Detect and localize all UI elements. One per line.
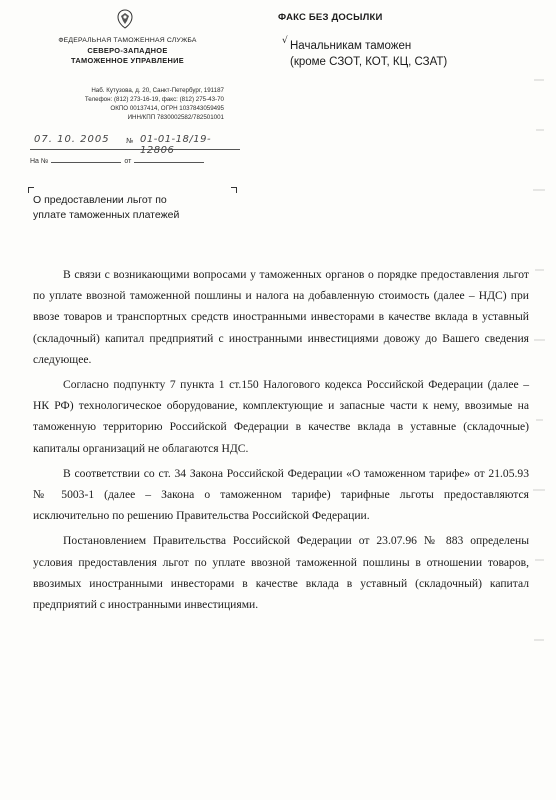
number-label: № — [126, 137, 134, 145]
ref-number-blank — [51, 162, 121, 163]
outgoing-date-number-line — [30, 134, 240, 156]
letter-body — [33, 264, 529, 619]
ref-from-label: от — [124, 158, 132, 165]
address-block — [44, 86, 224, 122]
subject-line: уплате таможенных платежей — [33, 209, 180, 221]
addressee-line: Начальникам таможен — [290, 40, 412, 52]
body-paragraph: В связи с возникающими вопросами у таможенных органов о порядке предоставления льгот по уплате ввозной таможенной пошлины и налога на добавленную стоимость (далее – НДС) при ввозе товаров и транспортных средств иностранными инвесторами в качестве вклада в уставный (складочный) капитал предприятий с иностранными инвестициями довожу до Вашего сведения следующее. — [33, 268, 529, 366]
organization-block — [40, 36, 215, 66]
ref-date-blank — [134, 162, 204, 163]
state-emblem-icon — [114, 8, 136, 30]
addressee-block — [290, 38, 530, 70]
fax-note: ФАКС БЕЗ ДОСЫЛКИ — [278, 12, 383, 23]
body-paragraph: В соответствии со ст. 34 Закона Российской Федерации «О таможенном тарифе» от 21.05.93 № 5003-1 (далее – Закона о таможенном тарифе) тарифные льготы предоставляются исключительно по решению Правительства Российской Федерации. — [33, 466, 529, 523]
subject-block — [33, 193, 243, 223]
subject-line: О предоставлении льгот по — [33, 194, 167, 206]
fax-noise-decoration — [530, 40, 550, 740]
agency-name: ФЕДЕРАЛЬНАЯ ТАМОЖЕННАЯ СЛУЖБА — [58, 37, 197, 44]
department-name-line1: СЕВЕРО-ЗАПАДНОЕ — [87, 46, 168, 55]
ref-number-label: На № — [30, 158, 49, 165]
inn-line: ИНН/КПП 7830002582/782501001 — [127, 114, 224, 121]
department-name-line2: ТАМОЖЕННОЕ УПРАВЛЕНИЕ — [71, 56, 184, 65]
phone-line: Телефон: (812) 273-16-19, факс: (812) 275-43-70 — [84, 96, 224, 103]
address-line: Наб. Кутузова, д. 20, Санкт-Петербург, 191187 — [91, 87, 224, 94]
body-paragraph: Постановлением Правительства Российской Федерации от 23.07.96 № 883 определены условия предоставления льгот по уплате ввозной таможенной пошлины в отношении товаров, ввозимых иностранными инвесторами в качестве вклада в уставный (складочный) капитал предприятий с иностранными инвестициями. — [33, 534, 529, 612]
reference-line — [30, 158, 245, 165]
handwritten-number: 01-01-18/19-12806 — [140, 134, 212, 156]
addressee-line: (кроме СЗОТ, КОТ, КЦ, СЗАТ) — [290, 56, 448, 68]
body-paragraph: Согласно подпункту 7 пункта 1 ст.150 Налогового кодекса Российской Федерации (далее – НК РФ) технологическое оборудование, комплектующие и запасные части к нему, ввозимые на таможенную территорию Российской Федерации в качестве вклада в уставные (складочные) капиталы организаций не облагаются НДС. — [33, 378, 529, 455]
check-mark-icon: √ — [282, 36, 288, 46]
okpo-line: ОКПО 00137414, ОГРН 1037843059495 — [110, 105, 224, 112]
handwritten-date: 07. 10. 2005 — [34, 134, 110, 145]
